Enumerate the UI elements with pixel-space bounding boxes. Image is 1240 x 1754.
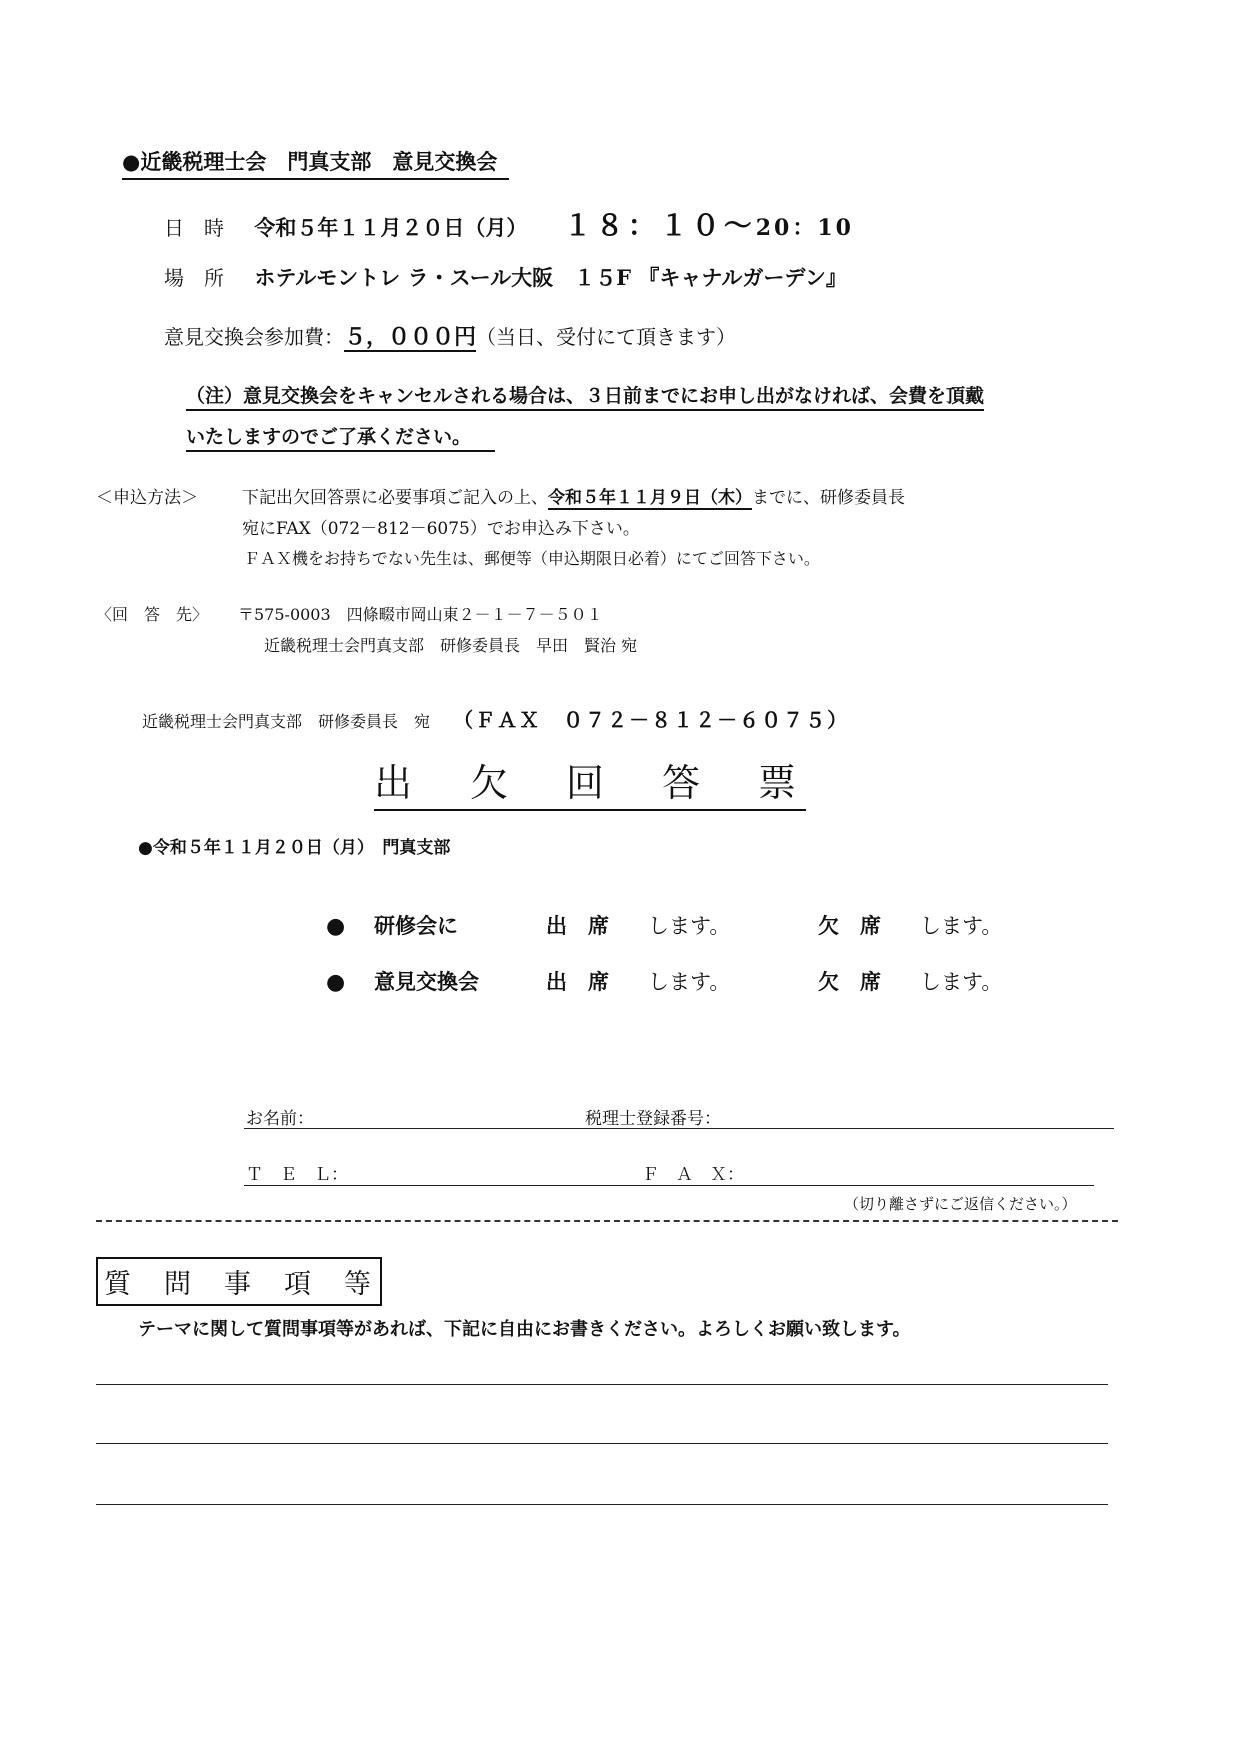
tel-fax-underline[interactable] bbox=[244, 1185, 1094, 1186]
reply-label: 〈回 答 先〉 bbox=[96, 605, 209, 624]
place-label: 場 所 bbox=[164, 266, 224, 290]
question-answer-line[interactable] bbox=[96, 1384, 1108, 1385]
attendance-row-seminar bbox=[326, 910, 1002, 940]
attend-suffix: します。 bbox=[648, 970, 731, 994]
fee-label: 意見交換会参加費： bbox=[164, 325, 344, 349]
questions-instruction: テーマに関して質問事項等があれば、下記に自由にお書きください。よろしくお願い致します。 bbox=[138, 1319, 911, 1340]
no-cut-note: （切り離さずにご返信ください。） bbox=[844, 1195, 1077, 1213]
reply-line1 bbox=[96, 602, 603, 625]
method-line1 bbox=[96, 483, 905, 508]
attend-suffix: します。 bbox=[648, 914, 731, 938]
method-text-b: までに、研修委員長 bbox=[752, 488, 905, 508]
questions-heading: 質 問 事 項 等 bbox=[96, 1257, 382, 1306]
cut-line bbox=[96, 1220, 1118, 1222]
place-row bbox=[164, 262, 847, 292]
attendance-row-exchange bbox=[326, 966, 1002, 996]
fee-row bbox=[164, 320, 736, 351]
datetime-time: １８：１０～ bbox=[563, 209, 756, 242]
fee-value: ５，０００円 bbox=[344, 324, 477, 350]
method-label: ＜申込方法＞ bbox=[96, 488, 198, 508]
method-text-a: 下記出欠回答票に必要事項ご記入の上、 bbox=[242, 488, 548, 508]
attendance-label: 意見交換会 bbox=[374, 969, 479, 994]
form-date-branch: ●令和５年１１月２０日（月） 門真支部 bbox=[138, 838, 451, 858]
attend-option[interactable]: 出 席 bbox=[546, 969, 609, 994]
datetime-time-end: 20：10 bbox=[755, 215, 854, 241]
attend-option[interactable]: 出 席 bbox=[546, 913, 609, 938]
fee-note: （当日、受付にて頂きます） bbox=[476, 325, 737, 349]
reply-address: 〒575-0003 四條畷市岡山東２－１－７－５０１ bbox=[238, 605, 603, 624]
method-deadline: 令和５年１１月９日（木） bbox=[548, 488, 752, 508]
attendance-label: 研修会に bbox=[374, 913, 458, 938]
question-answer-line[interactable] bbox=[96, 1443, 1108, 1444]
form-to-text: 近畿税理士会門真支部 研修委員長 宛 bbox=[142, 712, 431, 731]
cancel-note-line1: （注）意見交換会をキャンセルされる場合は、３日前までにお申し出がなければ、会費を頂戴 bbox=[186, 381, 984, 411]
place-value: ホテルモントレ ラ・スール大阪 １５F 『キャナルガーデン』 bbox=[254, 265, 847, 290]
form-title: 出 欠 回 答 票 bbox=[374, 752, 806, 811]
absent-option[interactable]: 欠 席 bbox=[818, 969, 881, 994]
name-label: お名前： bbox=[246, 1109, 314, 1129]
datetime-label: 日 時 bbox=[164, 216, 224, 240]
form-to-line bbox=[142, 704, 849, 733]
reply-name: 近畿税理士会門真支部 研修委員長 早田 賢治 宛 bbox=[264, 636, 638, 655]
method-line2: 宛にFAX（072－812－6075）でお申込み下さい。 bbox=[242, 519, 640, 539]
absent-suffix: します。 bbox=[920, 914, 1003, 938]
form-to-fax: （ＦＡＸ ０７２－８１２－６０７５） bbox=[453, 708, 850, 732]
cancel-note-line2: いたしますのでご了承ください。 bbox=[186, 422, 495, 452]
meeting-heading: ●近畿税理士会 門真支部 意見交換会 bbox=[122, 146, 509, 180]
absent-suffix: します。 bbox=[920, 970, 1003, 994]
fax-label: Ｆ Ａ Ｘ： bbox=[642, 1165, 744, 1185]
bullet-icon: ● bbox=[326, 914, 346, 939]
reg-label: 税理士登録番号： bbox=[585, 1109, 721, 1129]
datetime-date: 令和５年１１月２０日（月） bbox=[254, 215, 528, 240]
method-line3: ＦＡＸ機をお持ちでない先生は、郵便等（申込期限日必着）にてご回答下さい。 bbox=[244, 549, 820, 568]
bullet-icon: ● bbox=[326, 970, 346, 995]
absent-option[interactable]: 欠 席 bbox=[818, 913, 881, 938]
question-answer-line[interactable] bbox=[96, 1504, 1108, 1505]
name-reg-underline[interactable] bbox=[244, 1128, 1114, 1129]
datetime-row bbox=[164, 204, 854, 244]
tel-label: Ｔ Ｅ Ｌ： bbox=[246, 1165, 348, 1185]
